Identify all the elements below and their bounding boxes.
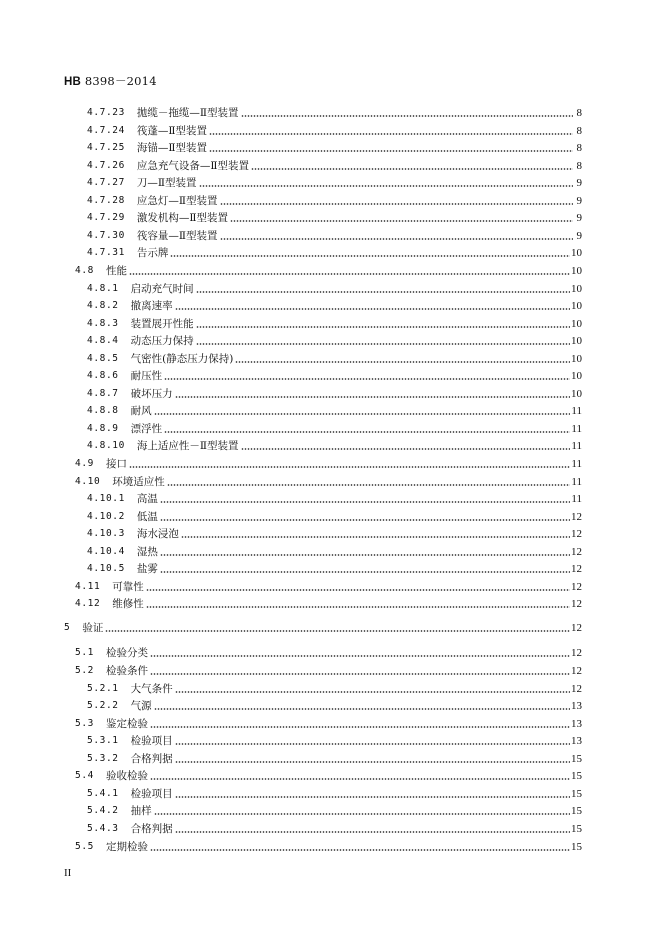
toc-entry-title: 检验分类: [105, 647, 148, 659]
toc-entry-number: 4.8.7: [87, 388, 119, 399]
leader-dots: [146, 589, 570, 591]
toc-entry-page: 15: [571, 788, 582, 800]
toc-entry-title: 应急充气设备—Ⅱ型装置: [136, 160, 250, 172]
toc-entry-page: 10: [571, 370, 582, 382]
toc-entry-page: 9: [576, 230, 582, 242]
toc-entry-title: 拋缆－拖缆—Ⅱ型装置: [136, 107, 239, 119]
toc-entry-title: 气密性(静态压力保持): [130, 353, 234, 365]
toc-entry-title: 验收检验: [105, 770, 148, 782]
toc-entry-title: 高温: [136, 493, 158, 505]
toc-entry-number: 4.7.23: [87, 107, 125, 118]
toc-entry[interactable]: [75, 595, 582, 611]
toc-entry[interactable]: [87, 732, 582, 748]
toc-entry-page: 13: [571, 718, 582, 730]
toc-entry-number: 4.10.3: [87, 528, 125, 539]
leader-dots: [241, 115, 573, 117]
toc-entry-page: 10: [571, 247, 582, 259]
leader-dots: [160, 501, 570, 503]
toc-entry-page: 11: [571, 493, 582, 505]
standard-code: 8398－2014: [81, 74, 157, 88]
toc-entry-number: 4.7.24: [87, 125, 125, 136]
leader-dots: [105, 630, 570, 632]
toc-entry[interactable]: [87, 490, 582, 506]
toc-entry[interactable]: [87, 104, 582, 120]
toc-entry-title: 低温: [136, 511, 158, 523]
toc-entry[interactable]: [87, 420, 582, 436]
leader-dots: [164, 378, 570, 380]
toc-entry-title: 盐雾: [136, 563, 158, 575]
toc-entry-title: 耐压性: [130, 370, 163, 382]
toc-entry-number: 5.3.2: [87, 753, 119, 764]
leader-dots: [175, 396, 570, 398]
toc-entry[interactable]: [87, 820, 582, 836]
leader-dots: [150, 726, 570, 728]
leader-dots: [175, 691, 570, 693]
toc-entry-page: 8: [576, 125, 582, 137]
leader-dots: [164, 431, 570, 433]
toc-entry-number: 5.4.1: [87, 788, 119, 799]
leader-dots: [196, 291, 570, 293]
toc-entry-number: 4.12: [75, 598, 101, 609]
toc-entry-title: 环境适应性: [112, 476, 165, 488]
toc-entry[interactable]: [87, 332, 582, 348]
toc-entry-page: 12: [571, 598, 582, 610]
toc-entry-number: 4.10: [75, 476, 101, 487]
toc-entry[interactable]: [87, 139, 582, 155]
toc-entry-page: 12: [571, 528, 582, 540]
leader-dots: [175, 831, 570, 833]
toc-entry-title: 装置展开性能: [130, 318, 194, 330]
toc-entry-title: 接口: [105, 458, 127, 470]
leader-dots: [230, 220, 573, 222]
leader-dots: [146, 606, 570, 608]
toc-entry-title: 可靠性: [112, 581, 144, 593]
toc-entry-page: 10: [571, 283, 582, 295]
toc-entry-page: 15: [571, 841, 582, 853]
toc-entry-title: 破坏压力: [130, 388, 173, 400]
toc-entry-number: 4.10.1: [87, 493, 125, 504]
toc-entry-page: 10: [571, 335, 582, 347]
toc-entry[interactable]: [87, 750, 582, 766]
toc-entry-number: 4.8.3: [87, 318, 119, 329]
toc-entry-page: 8: [576, 107, 582, 119]
toc-entry-title: 检验条件: [105, 665, 148, 677]
toc-entry-number: 4.8.9: [87, 423, 119, 434]
toc-entry-page: 8: [576, 160, 582, 172]
toc-entry-number: 5.2.2: [87, 700, 119, 711]
leader-dots: [154, 413, 571, 415]
toc-entry-page: 11: [571, 405, 582, 417]
toc-entry[interactable]: [64, 619, 582, 635]
toc-entry[interactable]: [87, 697, 582, 713]
toc-entry-number: 4.8.6: [87, 370, 119, 381]
leader-dots: [196, 326, 570, 328]
toc-entry-page: 15: [571, 753, 582, 765]
toc-entry-title: 海水浸泡: [136, 528, 179, 540]
toc-entry[interactable]: [87, 122, 582, 138]
toc-entry-title: 海上适应性－Ⅱ型装置: [136, 440, 239, 452]
toc-entry-number: 4.7.26: [87, 160, 125, 171]
toc-entry-title: 筏蓬—Ⅱ型装置: [136, 125, 208, 137]
toc-entry-number: 4.8.4: [87, 335, 119, 346]
toc-entry[interactable]: [87, 560, 582, 576]
toc-entry-number: 4.7.30: [87, 230, 125, 241]
toc-entry[interactable]: [75, 838, 582, 854]
toc-entry-page: 10: [571, 318, 582, 330]
leader-dots: [167, 484, 571, 486]
toc-entry-title: 撤离速率: [130, 300, 173, 312]
toc-entry[interactable]: [87, 280, 582, 296]
toc-entry-title: 合格判据: [130, 753, 173, 765]
toc-entry-number: 5.5: [75, 841, 94, 852]
toc-entry-title: 启动充气时间: [130, 283, 194, 295]
page-number-footer: II: [64, 867, 72, 879]
toc-entry-number: 4.8.5: [87, 353, 119, 364]
toc-entry-number: 5.4.2: [87, 805, 119, 816]
toc-entry[interactable]: [87, 402, 582, 418]
toc-entry-title: 动态压力保持: [130, 335, 194, 347]
toc-entry-title: 验证: [82, 622, 104, 634]
toc-entry-page: 15: [571, 805, 582, 817]
leader-dots: [220, 203, 573, 205]
toc-entry[interactable]: [87, 367, 582, 383]
leader-dots: [160, 554, 570, 556]
toc-entry-page: 11: [571, 458, 582, 470]
toc-entry[interactable]: [87, 227, 582, 243]
toc-entry-page: 10: [571, 265, 582, 277]
toc-entry-title: 漂浮性: [130, 423, 163, 435]
toc-entry[interactable]: [75, 662, 582, 678]
toc-entry[interactable]: [87, 385, 582, 401]
toc-entry-number: 4.11: [75, 581, 101, 592]
toc-entry-number: 4.8.1: [87, 283, 119, 294]
toc-entry-number: 4.8: [75, 265, 94, 276]
toc-entry-page: 11: [571, 476, 582, 488]
toc-entry-page: 8: [576, 142, 582, 154]
leader-dots: [129, 466, 570, 468]
toc-entry-title: 湿热: [136, 546, 158, 558]
leader-dots: [181, 536, 570, 538]
toc-entry[interactable]: [87, 315, 582, 331]
toc-entry-number: 4.7.29: [87, 212, 125, 223]
toc-entry-number: 5.2.1: [87, 683, 119, 694]
toc-entry-number: 4.7.31: [87, 247, 125, 258]
toc-entry[interactable]: [87, 525, 582, 541]
toc-entry-title: 抽样: [130, 805, 152, 817]
toc-entry[interactable]: [75, 262, 582, 278]
leader-dots: [175, 743, 570, 745]
toc-entry-number: 4.9: [75, 458, 94, 469]
toc-entry-title: 检验项目: [130, 735, 173, 747]
toc-entry-page: 10: [571, 300, 582, 312]
toc-entry-page: 12: [571, 622, 582, 634]
toc-entry[interactable]: [87, 209, 582, 225]
toc-entry-title: 性能: [105, 265, 127, 277]
toc-entry-page: 13: [571, 700, 582, 712]
toc-entry-page: 15: [571, 770, 582, 782]
toc-entry-title: 刀—Ⅱ型装置: [136, 177, 197, 189]
toc-entry-title: 耐风: [130, 405, 152, 417]
leader-dots: [199, 185, 573, 187]
toc-entry-number: 4.7.25: [87, 142, 125, 153]
toc-entry-number: 5.2: [75, 665, 94, 676]
toc-entry-number: 4.10.2: [87, 511, 125, 522]
toc-entry-number: 4.7.28: [87, 195, 125, 206]
toc-entry[interactable]: [87, 680, 582, 696]
leader-dots: [235, 361, 570, 363]
leader-dots: [251, 168, 573, 170]
toc-entry-number: 5.3: [75, 718, 94, 729]
toc-entry-title: 激发机构—Ⅱ型装置: [136, 212, 229, 224]
toc-entry-number: 4.8.10: [87, 440, 125, 451]
toc-entry-page: 12: [571, 511, 582, 523]
toc-entry-page: 9: [576, 177, 582, 189]
toc-entry-title: 定期检验: [105, 841, 148, 853]
toc-entry-page: 9: [576, 195, 582, 207]
toc-entry-page: 13: [571, 735, 582, 747]
toc-entry-title: 应急灯—Ⅱ型装置: [136, 195, 218, 207]
leader-dots: [129, 273, 570, 275]
toc-entry[interactable]: [75, 578, 582, 594]
toc-entry-page: 12: [571, 546, 582, 558]
toc-entry[interactable]: [75, 644, 582, 660]
toc-entry[interactable]: [87, 192, 582, 208]
toc-entry-number: 5.3.1: [87, 735, 119, 746]
toc-entry-page: 12: [571, 563, 582, 575]
toc-entry[interactable]: [75, 455, 582, 471]
toc-entry-page: 12: [571, 665, 582, 677]
toc-entry-number: 5.4: [75, 770, 94, 781]
toc-entry-title: 海锚—Ⅱ型装置: [136, 142, 208, 154]
leader-dots: [150, 673, 570, 675]
toc-entry-number: 5.1: [75, 647, 94, 658]
leader-dots: [150, 849, 570, 851]
leader-dots: [209, 133, 573, 135]
document-header: [64, 73, 157, 89]
leader-dots: [196, 343, 570, 345]
toc-entry-title: 气源: [130, 700, 152, 712]
toc-entry-page: 12: [571, 683, 582, 695]
toc-entry[interactable]: [87, 244, 582, 260]
toc-entry[interactable]: [87, 174, 582, 190]
leader-dots: [150, 655, 570, 657]
leader-dots: [150, 778, 570, 780]
leader-dots: [160, 519, 570, 521]
toc-entry[interactable]: [87, 802, 582, 818]
toc-entry-title: 检验项目: [130, 788, 173, 800]
toc-entry-number: 4.8.2: [87, 300, 119, 311]
toc-entry-title: 告示牌: [136, 247, 169, 259]
toc-entry-number: 4.7.27: [87, 177, 125, 188]
toc-entry[interactable]: [75, 473, 582, 489]
toc-entry-page: 10: [571, 353, 582, 365]
toc-entry-title: 筏容量—Ⅱ型装置: [136, 230, 218, 242]
toc-entry[interactable]: [87, 437, 582, 453]
toc-entry-page: 15: [571, 823, 582, 835]
toc-entry[interactable]: [75, 767, 582, 783]
standard-prefix: HB: [64, 76, 82, 88]
leader-dots: [154, 708, 570, 710]
leader-dots: [175, 308, 570, 310]
leader-dots: [209, 150, 573, 152]
leader-dots: [160, 571, 570, 573]
toc-entry-page: 12: [571, 581, 582, 593]
toc-entry-page: 11: [571, 440, 582, 452]
leader-dots: [175, 761, 570, 763]
leader-dots: [175, 796, 570, 798]
toc-entry[interactable]: [87, 543, 582, 559]
toc-entry-title: 合格判据: [130, 823, 173, 835]
toc-entry-title: 维修性: [112, 598, 144, 610]
toc-entry-number: 5.4.3: [87, 823, 119, 834]
toc-entry-number: 4.10.4: [87, 546, 125, 557]
toc-entry-number: 4.10.5: [87, 563, 125, 574]
toc-entry-page: 11: [571, 423, 582, 435]
toc-entry-page: 10: [571, 388, 582, 400]
toc-entry[interactable]: [75, 715, 582, 731]
toc-entry[interactable]: [87, 157, 582, 173]
toc-entry-number: 4.8.8: [87, 405, 119, 416]
toc-entry-page: 12: [571, 647, 582, 659]
toc-entry[interactable]: [87, 297, 582, 313]
toc-entry-title: 鉴定检验: [105, 718, 148, 730]
toc-entry[interactable]: [87, 508, 582, 524]
leader-dots: [220, 238, 573, 240]
leader-dots: [170, 255, 570, 257]
toc-entry-number: 5: [64, 622, 71, 633]
leader-dots: [154, 813, 570, 815]
toc-entry-title: 大气条件: [130, 683, 173, 695]
toc-entry[interactable]: [87, 785, 582, 801]
leader-dots: [241, 448, 571, 450]
toc-entry-page: 9: [576, 212, 582, 224]
toc-entry[interactable]: [87, 350, 582, 366]
